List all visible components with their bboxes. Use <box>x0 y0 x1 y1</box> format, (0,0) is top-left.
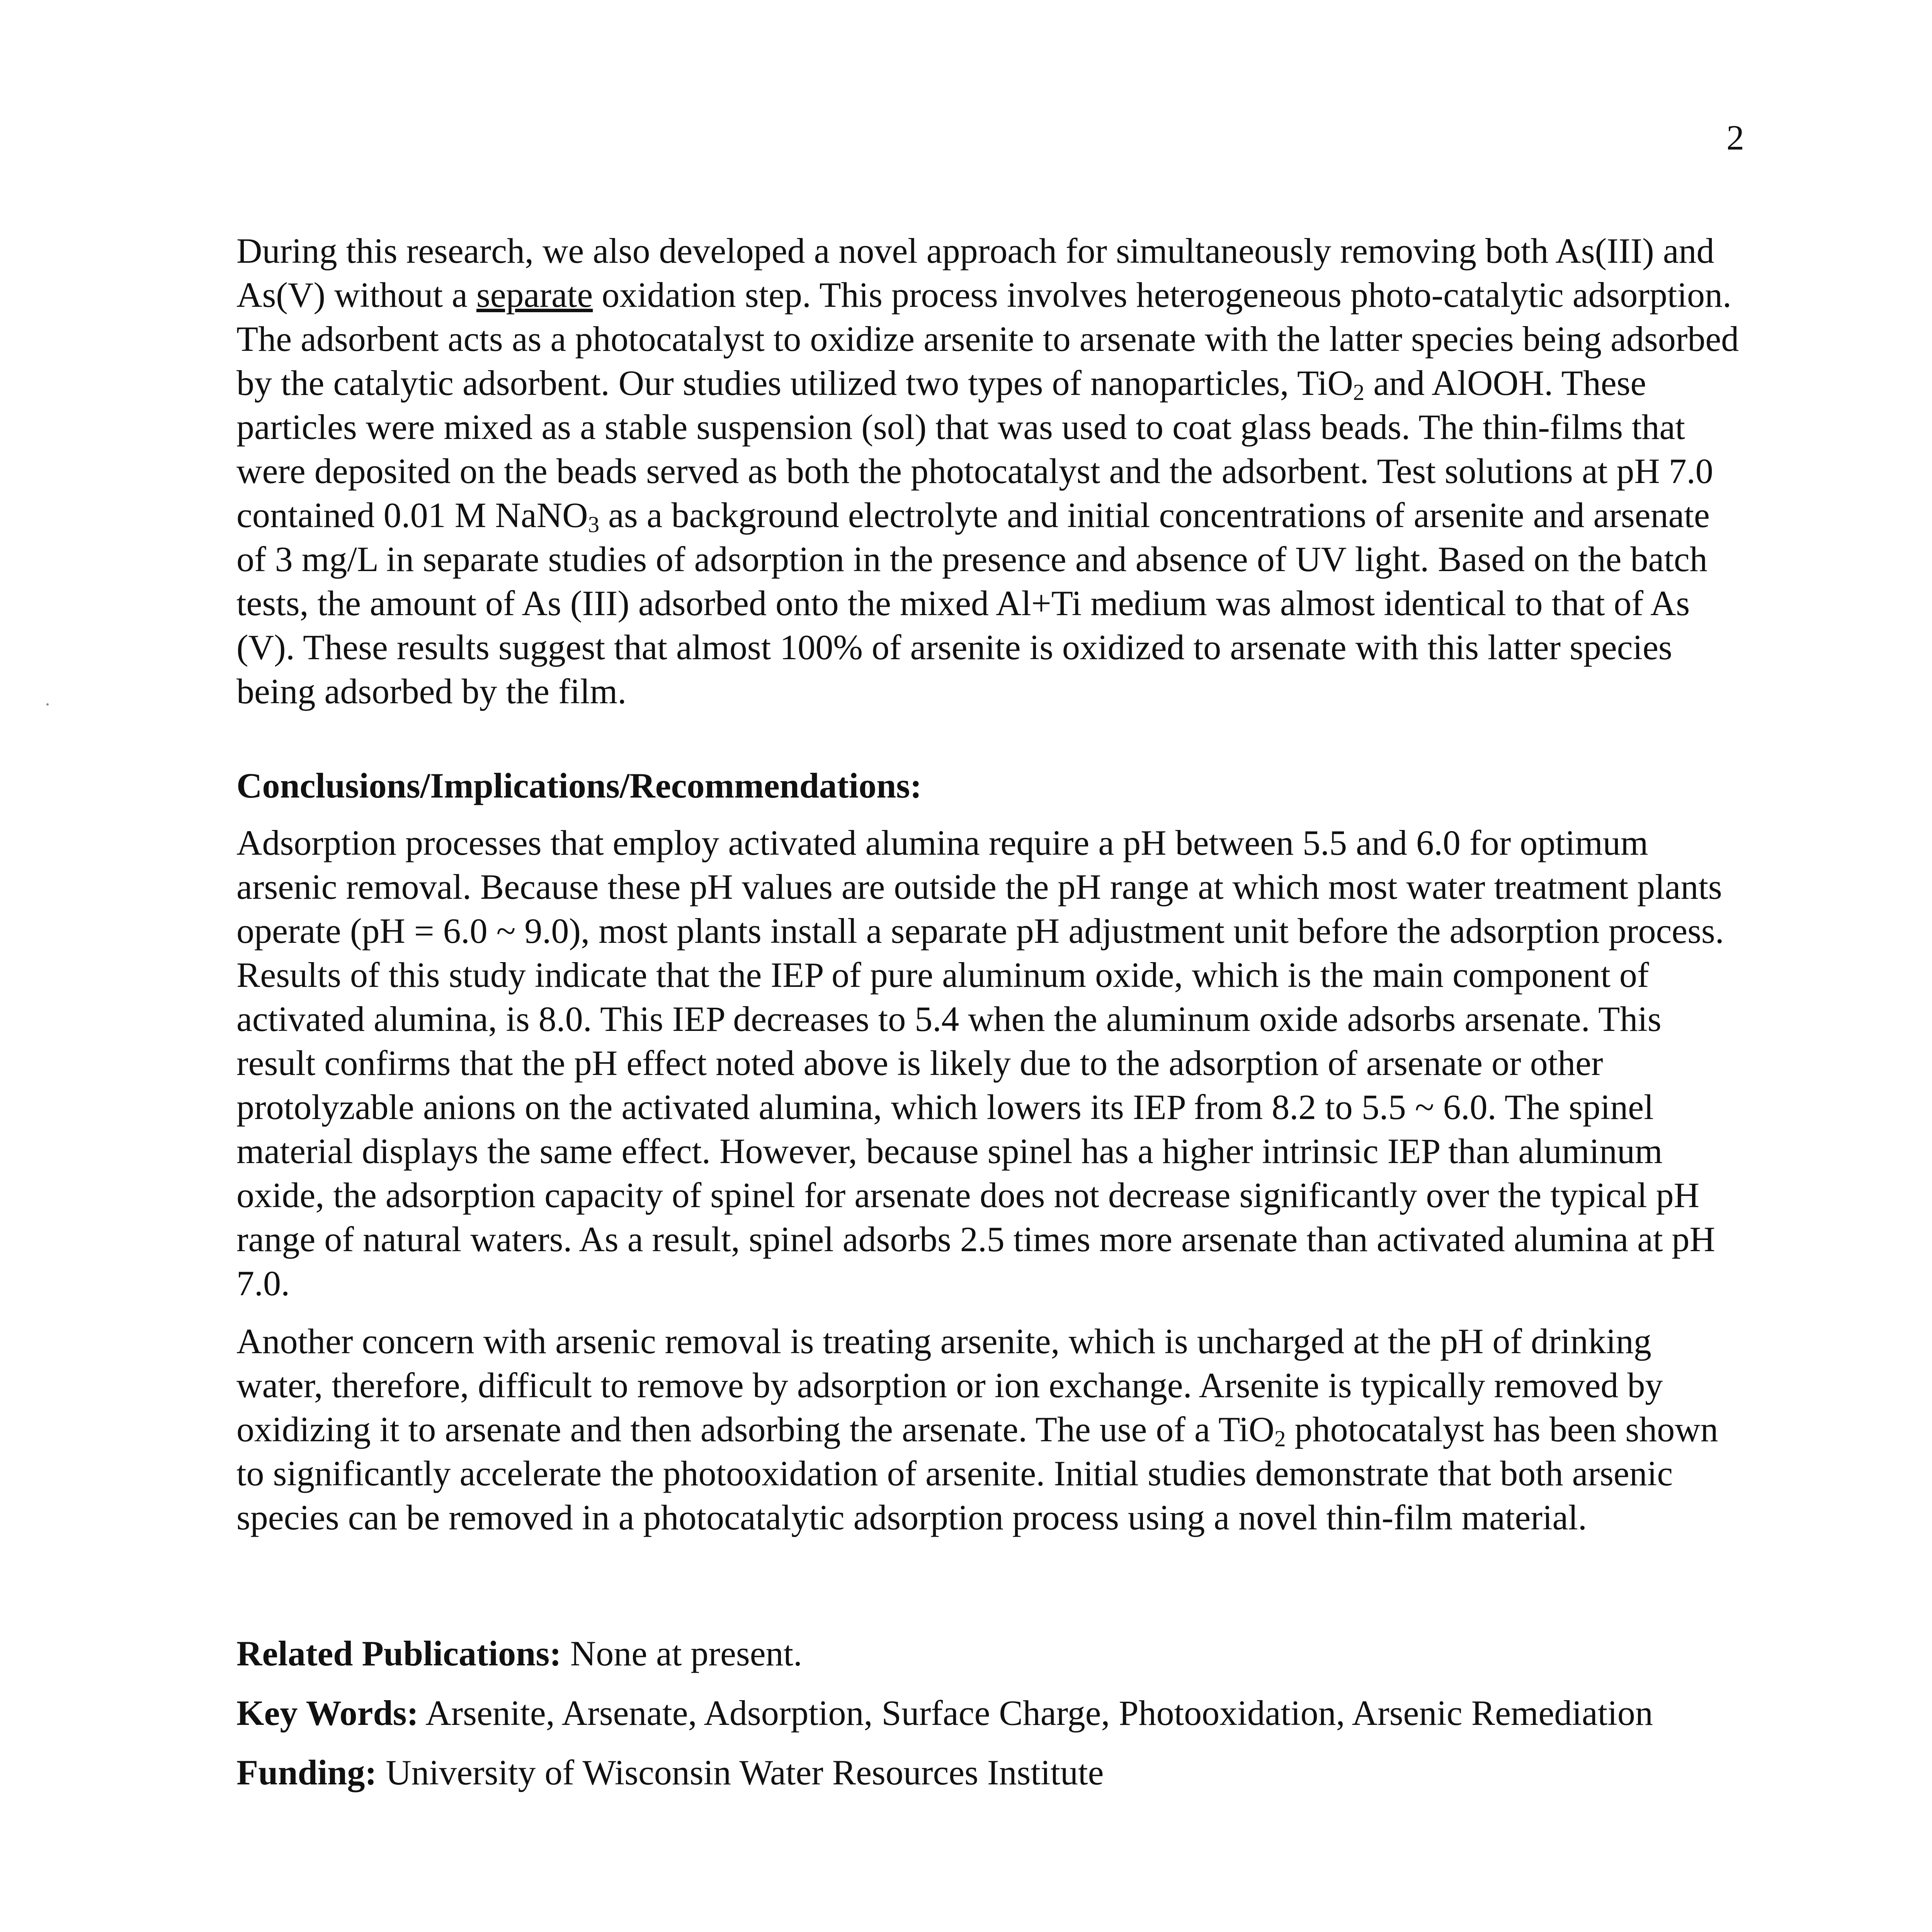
related-publications <box>236 1631 1743 1675</box>
funding <box>236 1750 1743 1794</box>
related-publications-label: Related Publications: <box>236 1634 561 1673</box>
underlined-word: separate <box>476 275 593 315</box>
section-heading-conclusions: Conclusions/Implications/Recommendations: <box>236 766 922 805</box>
funding-label: Funding: <box>236 1753 377 1792</box>
funding-value: University of Wisconsin Water Resources Institute <box>377 1753 1104 1792</box>
key-words-label: Key Words: <box>236 1693 419 1733</box>
page-body <box>236 229 1743 1810</box>
key-words-value: Arsenite, Arsenate, Adsorption, Surface Charge, Photooxidation, Arsenic Remediation <box>418 1693 1653 1733</box>
paragraph-arsenite-removal: Another concern with arsenic removal is treating arsenite, which is uncharged at the pH of drinking water, therefore, difficult to remove by adsorption or ion exchange. Arsenite is typically removed by oxidizing it to arsenate and then adsorbing the arsenate. The use of a TiO$_2$ photocatalyst has been shown to significantly accelerate the photooxidation of arsenite. Initial studies demonstrate that both arsenic species can be removed in a photocatalytic adsorption process using a novel thin-film material. <box>236 1321 1718 1537</box>
key-words <box>236 1691 1743 1735</box>
paragraph-activated-alumina: Adsorption processes that employ activated alumina require a pH between 5.5 and 6.0 for optimum arsenic removal. Because these pH values are outside the pH range at which most water treatment plants operate (pH = 6.0 ~ 9.0), most plants install a separate pH adjustment unit before the adsorption process. Results of this study indicate that the IEP of pure aluminum oxide, which is the main component of activated alumina, is 8.0. This IEP decreases to 5.4 when the aluminum oxide adsorbs arsenate. This result confirms that the pH effect noted above is likely due to the adsorption of arsenate or other protolyzable anions on the activated alumina, which lowers its IEP from 8.2 to 5.5 ~ 6.0. The spinel material displays the same effect. However, because spinel has a higher intrinsic IEP than aluminum oxide, the adsorption capacity of spinel for arsenate does not decrease significantly over the typical pH range of natural waters. As a result, spinel adsorbs 2.5 times more arsenate than activated alumina at pH 7.0. <box>236 823 1724 1303</box>
page-number: 2 <box>1726 118 1744 157</box>
paragraph-photocatalytic-adsorption: During this research, we also developed a novel approach for simultaneously removing both As(III) and As(V) without a separate oxidation step. This process involves heterogeneous photo-catalytic adsorption. The adsorbent acts as a photocatalyst to oxidize arsenite to arsenate with the latter species being adsorbed by the catalytic adsorbent. Our studies utilized two types of nanoparticles, TiO$_2$ and AlOOH. These particles were mixed as a stable suspension (sol) that was used to coat glass beads. The thin-films that were deposited on the beads served as both the photocatalyst and the adsorbent. Test solutions at pH 7.0 contained 0.01 M NaNO$_3$ as a background electrolyte and initial concentrations of arsenite and arsenate of 3 mg/L in separate studies of adsorption in the presence and absence of UV light. Based on the batch tests, the amount of As (III) adsorbed onto the mixed Al+Ti medium was almost identical to that of As (V). These results suggest that almost 100% of arsenite is oxidized to arsenate with this latter species being adsorbed by the film. <box>236 231 1739 711</box>
scan-speck <box>46 703 49 706</box>
related-publications-value: None at present. <box>561 1634 803 1673</box>
